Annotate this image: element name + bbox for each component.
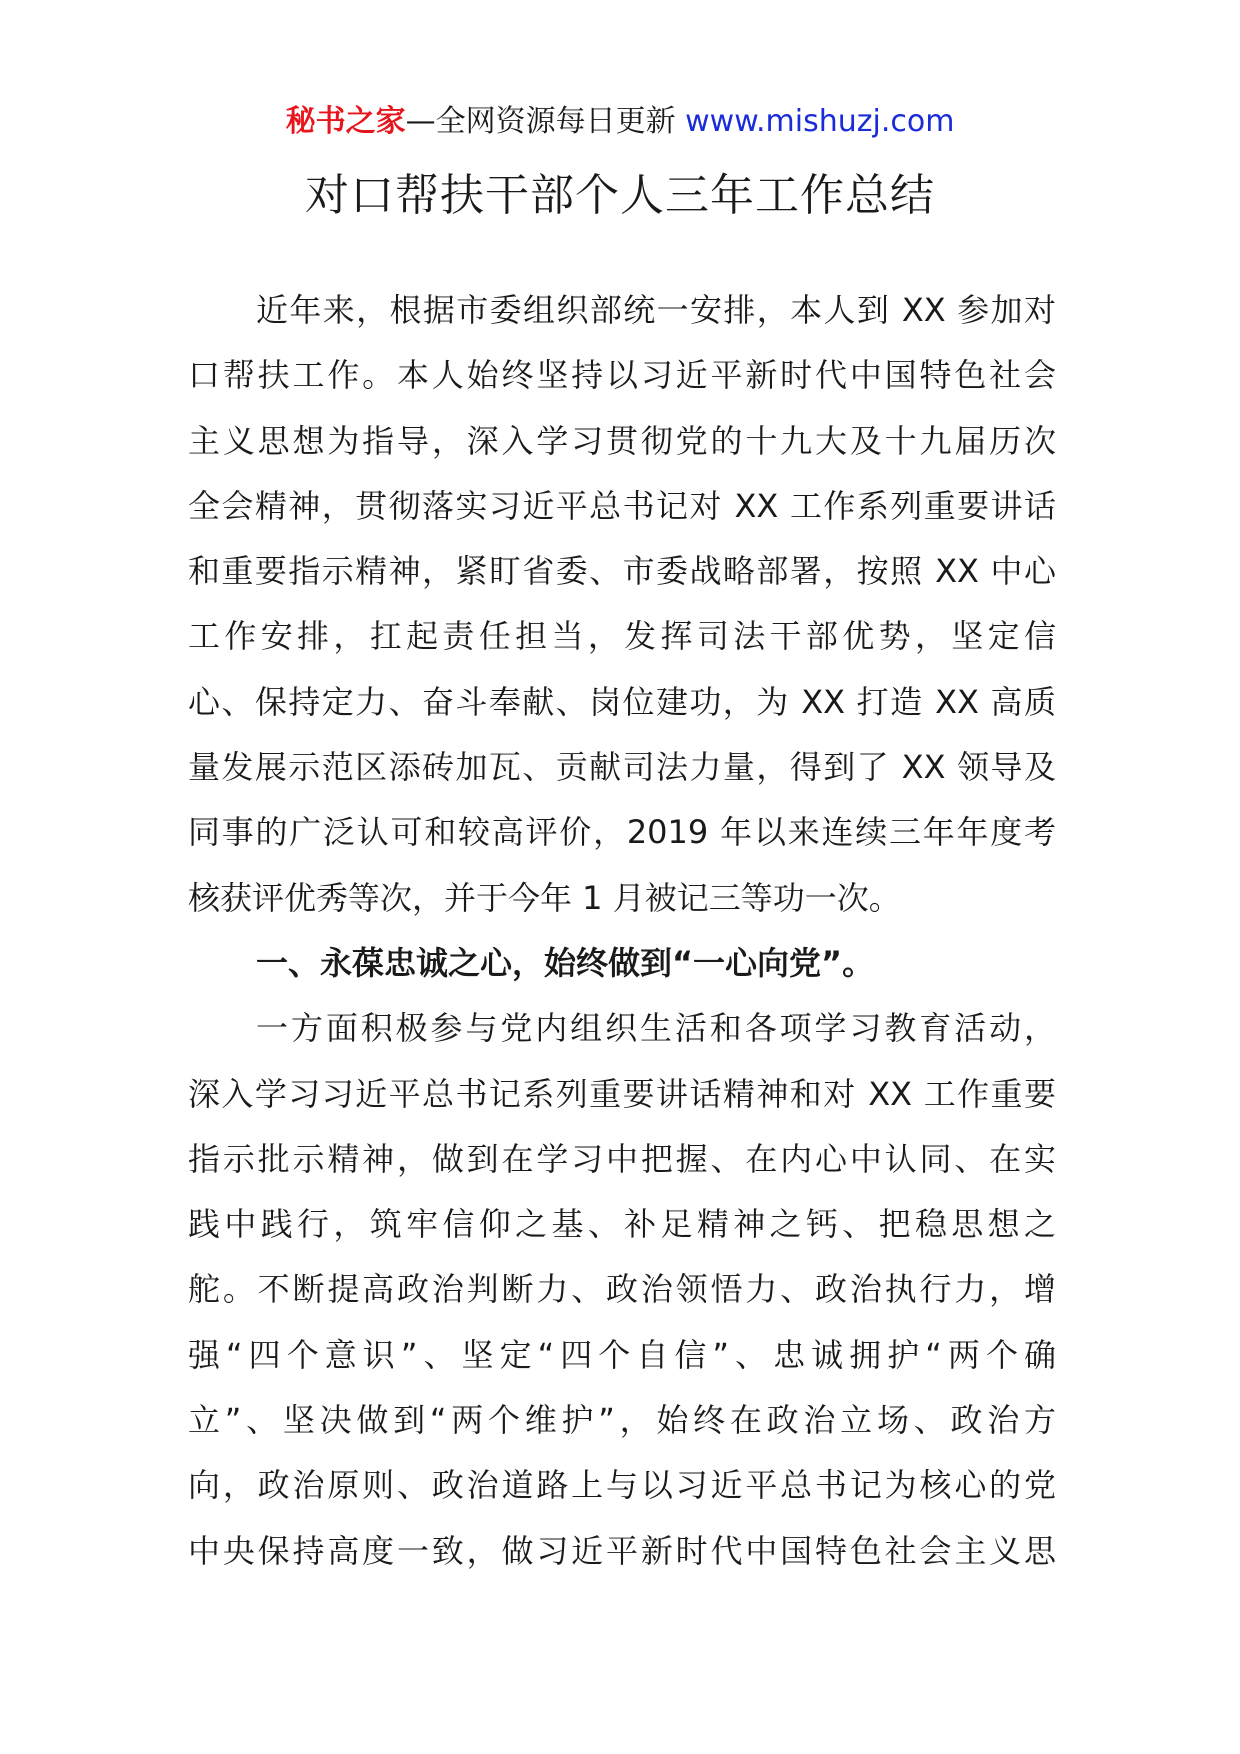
paragraph-line: 强“四个意识”、坚定“四个自信”、忠诚拥护“两个确 [188,1335,1056,1374]
paragraph-line: 向，政治原则、政治道路上与以习近平总书记为核心的党 [188,1466,1056,1505]
paragraph-line: 立”、坚决做到“两个维护”，始终在政治立场、政治方 [188,1401,1056,1440]
site-url[interactable]: www.mishuzj.com [685,104,955,139]
section-heading: 一、永葆忠诚之心，始终做到“一心向党”。 [256,943,875,982]
paragraph-line: 全会精神，贯彻落实习近平总书记对 XX 工作系列重要讲话 [188,486,1056,525]
paragraph-line: 主义思想为指导，深入学习贯彻党的十九大及十九届历次 [188,421,1056,460]
header-tagline: —全网资源每日更新 [405,104,686,139]
paragraph-line: 同事的广泛认可和较高评价，2019 年以来连续三年年度考 [188,813,1056,852]
paragraph-line: 舵。不断提高政治判断力、政治领悟力、政治执行力，增 [188,1270,1056,1309]
paragraph-line: 指示批示精神，做到在学习中把握、在内心中认同、在实 [188,1139,1056,1178]
document-body [188,290,1056,1596]
paragraph-line: 工作安排，扛起责任担当，发挥司法干部优势，坚定信 [188,617,1056,656]
brand-name: 秘书之家 [285,104,406,139]
paragraph-line: 一方面积极参与党内组织生活和各项学习教育活动， [256,1009,1056,1048]
paragraph-line: 践中践行，筑牢信仰之基、补足精神之钙、把稳思想之 [188,1205,1056,1244]
paragraph-line: 核获评优秀等次，并于今年 1 月被记三等功一次。 [188,878,901,917]
paragraph-line: 心、保持定力、奋斗奉献、岗位建功，为 XX 打造 XX 高质 [188,682,1056,721]
paragraph-line: 口帮扶工作。本人始终坚持以习近平新时代中国特色社会 [188,356,1056,395]
paragraph-line: 和重要指示精神，紧盯省委、市委战略部署，按照 XX 中心 [188,552,1056,591]
paragraph-line: 中央保持高度一致，做习近平新时代中国特色社会主义思 [188,1531,1056,1570]
paragraph-line: 量发展示范区添砖加瓦、贡献司法力量，得到了 XX 领导及 [188,748,1056,787]
paragraph-line: 近年来，根据市委组织部统一安排，本人到 XX 参加对 [256,291,1056,329]
document-title: 对口帮扶干部个人三年工作总结 [305,170,935,221]
paragraph-line: 深入学习习近平总书记系列重要讲话精神和对 XX 工作重要 [188,1074,1056,1113]
site-header [0,102,1240,142]
